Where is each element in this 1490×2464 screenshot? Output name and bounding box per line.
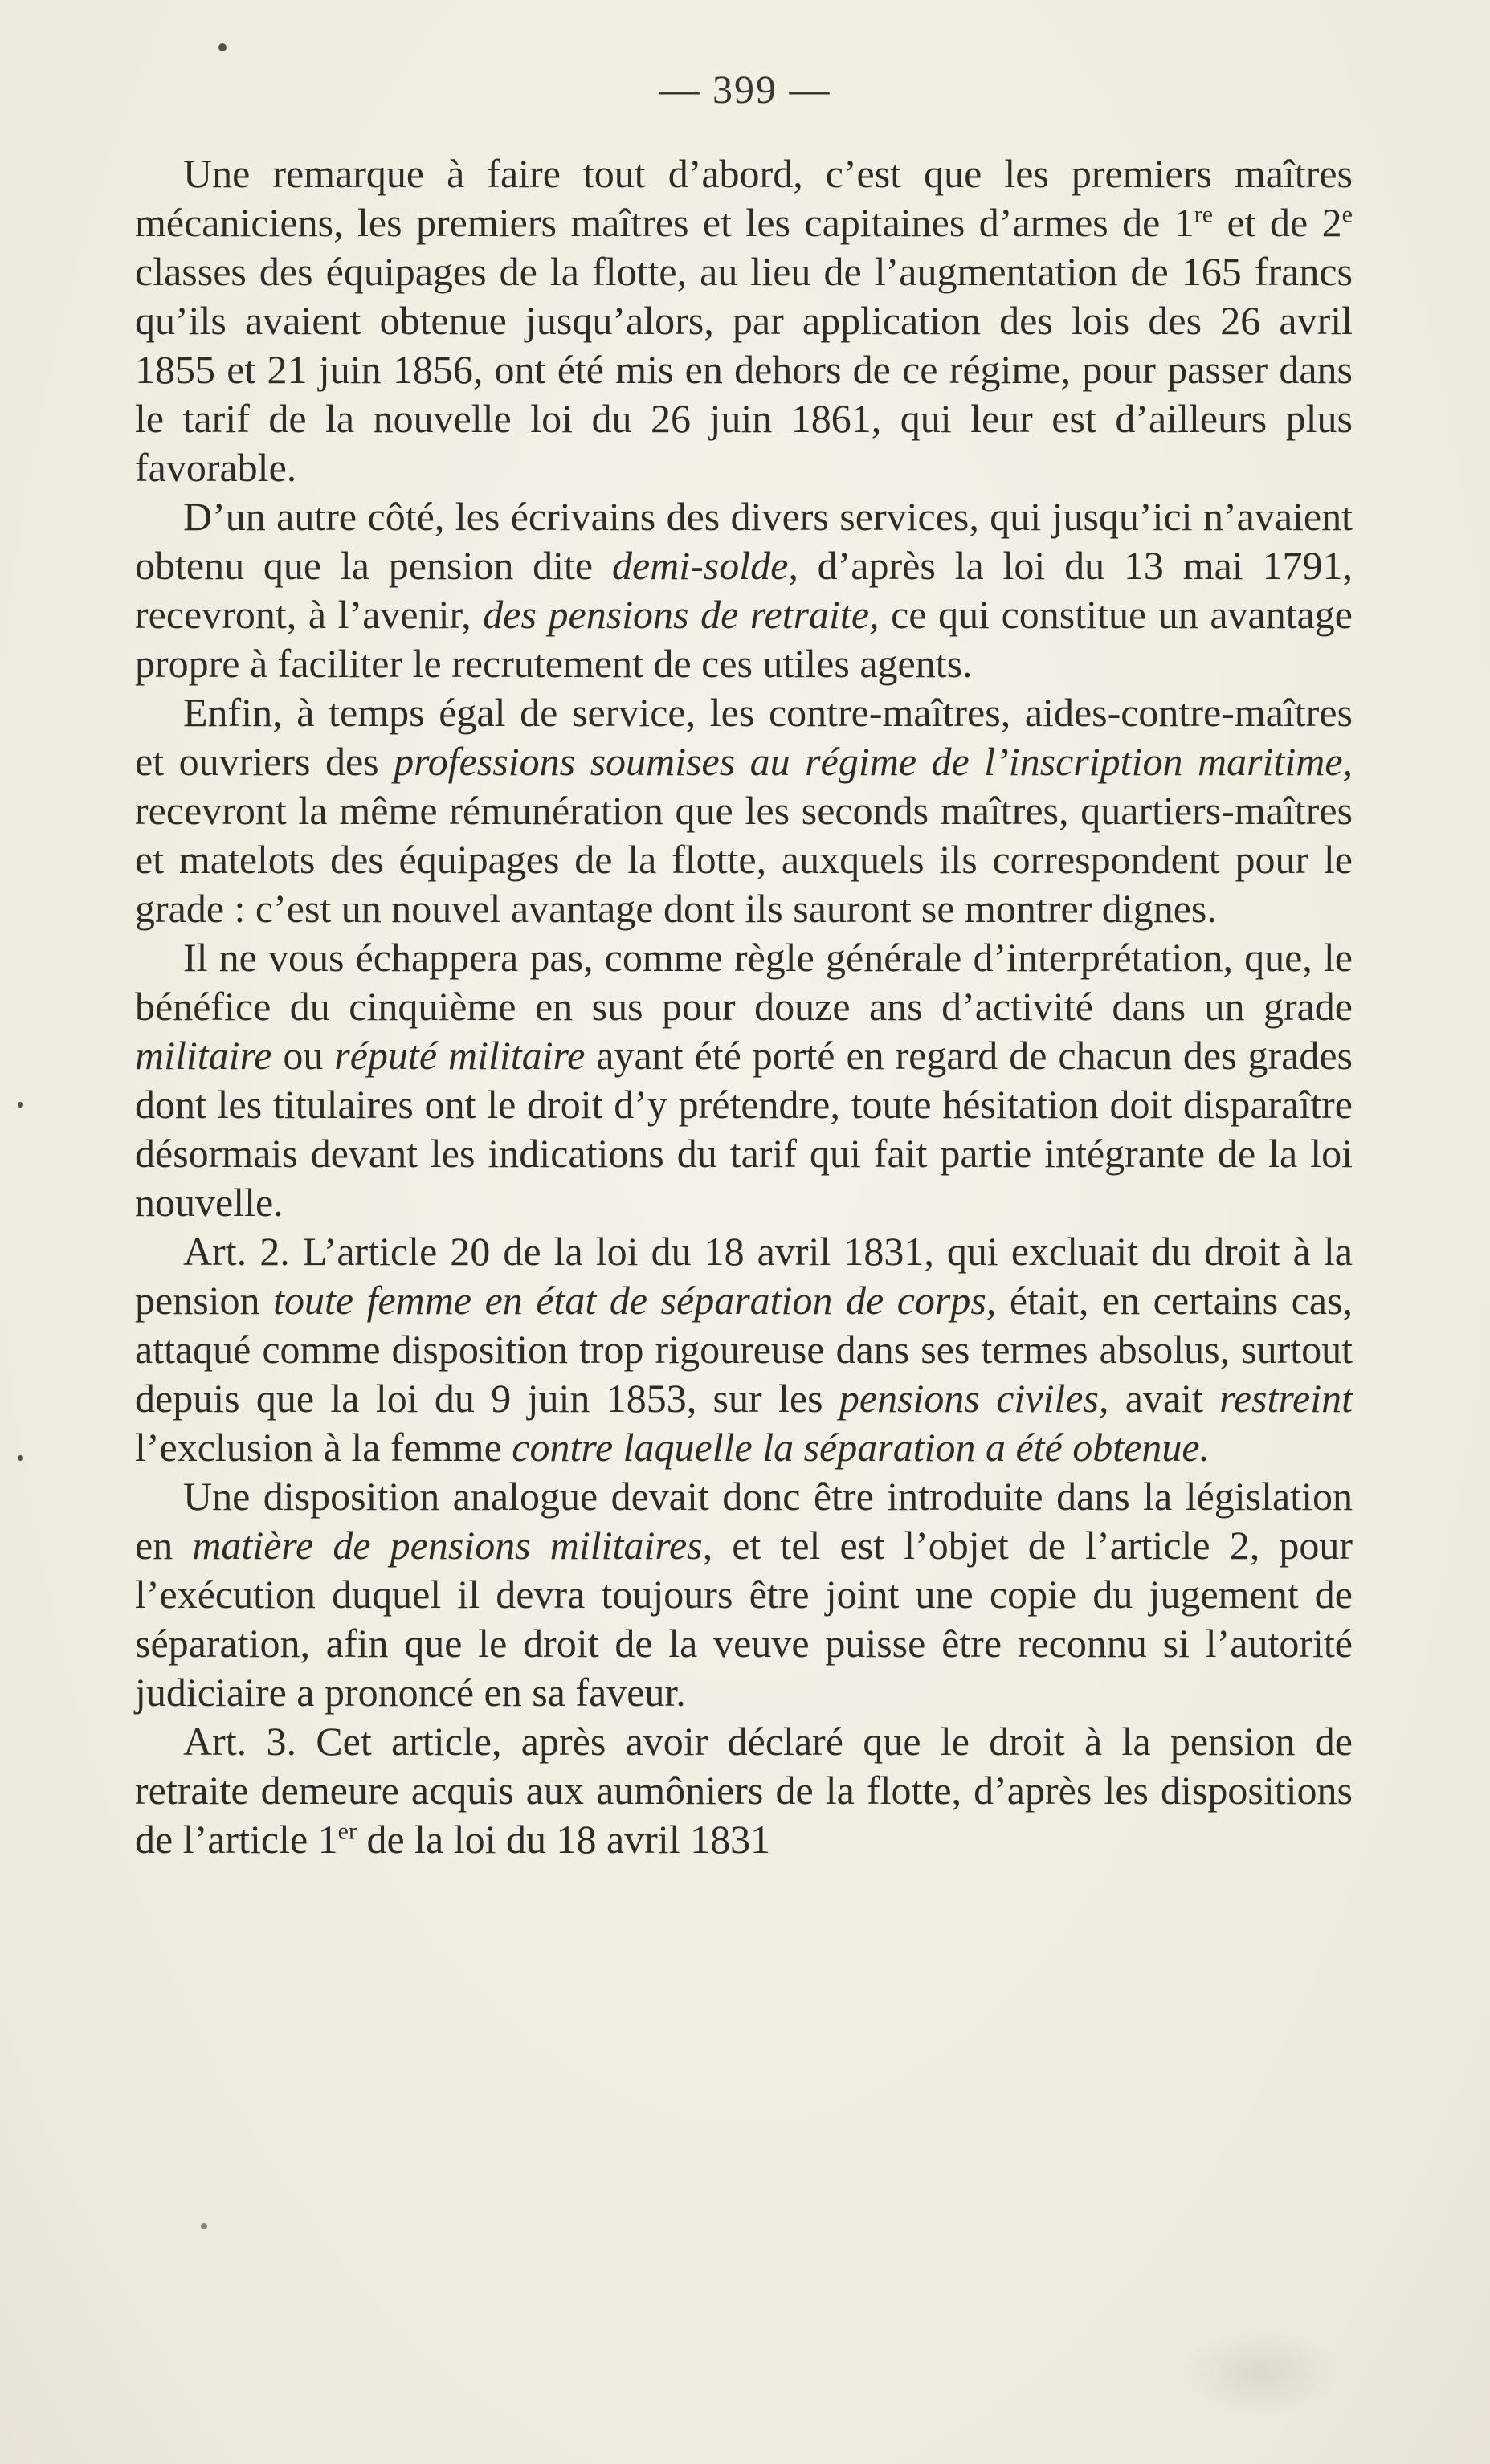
text-run: avait	[1108, 1376, 1220, 1421]
text-run: Une remarque à faire tout d’abord, c’est que les premiers maîtres mécaniciens, les premiers maîtres et les capitaines d’armes de 1	[135, 151, 1353, 245]
text-run: Art. 3. Cet article, après avoir déclaré que le droit à la pension de retraite demeure acquis aux aumôniers de la flotte, d’après les dispositions de l’article 1	[135, 1719, 1353, 1862]
ink-speck	[201, 2223, 207, 2229]
superscript: er	[337, 1817, 357, 1845]
paper-smudge	[1181, 2329, 1341, 2417]
paragraph	[135, 1717, 1353, 1864]
text-run: de la loi du 18 avril 1831	[356, 1817, 771, 1862]
italic-text: contre laquelle la séparation a été obtenue.	[512, 1425, 1210, 1470]
text-run: ayant été porté en regard de chacun des grades dont les titulaires ont le droit d’y prétendre, toute hésitation doit disparaître désormais devant les indications du tarif qui fait partie intégrante de la loi nouvelle.	[135, 1033, 1353, 1225]
text-run: Une disposition analogue devait donc être introduite dans la législation en	[135, 1474, 1353, 1568]
italic-text: restreint	[1219, 1376, 1353, 1421]
italic-text: militaire	[135, 1033, 272, 1078]
text-run: et de 2	[1213, 200, 1342, 245]
text-run: Enfin, à temps égal de service, les contre-maîtres, aides-contre-maîtres et ouvriers des	[135, 690, 1353, 784]
text-run: ou	[271, 1033, 335, 1078]
text-run: D’un autre côté, les écrivains des divers services, qui jusqu’ici n’avaient obtenu que la pension dite	[135, 494, 1353, 588]
paragraph	[135, 149, 1353, 492]
text-run: l’exclusion à la femme	[135, 1425, 512, 1470]
italic-text: toute femme en état de séparation de corps,	[273, 1278, 997, 1323]
text-run: Il ne vous échappera pas, comme règle générale d’interprétation, que, le bénéfice du cinquième en sus pour douze ans d’activité dans un grade	[135, 935, 1353, 1029]
body-text	[135, 149, 1353, 1864]
page-number: — 399 —	[659, 67, 831, 112]
italic-text: pensions civiles,	[839, 1376, 1109, 1421]
text-run: ce qui constitue un avantage propre à faciliter le recrutement de ces utiles agents.	[135, 592, 1353, 686]
paragraph	[135, 1227, 1353, 1472]
italic-text: professions soumises au régime de l’inscription maritime,	[394, 739, 1353, 784]
text-run: était, en certains cas, attaqué comme disposition trop rigoureuse dans ses termes absolus, surtout depuis que la loi du 9 juin 1853, sur les	[135, 1278, 1353, 1421]
ink-speck	[218, 43, 227, 51]
text-run: Art. 2. L’article 20 de la loi du 18 avril 1831, qui excluait du droit à la pension	[135, 1229, 1353, 1323]
text-run: recevront la même rémunération que les seconds maîtres, quartiers-maîtres et matelots des équipages de la flotte, auxquels ils correspondent pour le grade : c’est un nouvel avantage dont ils sauront se montrer dignes.	[135, 788, 1353, 931]
paragraph	[135, 933, 1353, 1227]
italic-text: réputé militaire	[334, 1033, 586, 1078]
italic-text: demi-solde,	[611, 543, 798, 588]
text-run: d’après la loi du 13 mai 1791, recevront, à l’avenir,	[135, 543, 1353, 637]
paragraph	[135, 1472, 1353, 1717]
italic-text: matière de pensions militaires,	[192, 1523, 713, 1568]
text-run: et tel est l’objet de l’article 2, pour l’exécution duquel il devra toujours être joint une copie du jugement de séparation, afin que le droit de la veuve puisse être reconnu si l’autorité judiciaire a prononcé en sa faveur.	[135, 1523, 1353, 1715]
italic-text: des pensions de retraite,	[483, 592, 880, 637]
paragraph	[135, 688, 1353, 933]
ink-speck	[18, 1102, 23, 1108]
superscript: e	[1341, 201, 1353, 228]
ink-speck	[18, 1455, 23, 1461]
superscript: re	[1194, 201, 1214, 228]
paragraph	[135, 492, 1353, 688]
text-run: classes des équipages de la flotte, au lieu de l’augmentation de 165 francs qu’ils avaient obtenue jusqu’alors, par application des lois des 26 avril 1855 et 21 juin 1856, ont été mis en dehors de ce régime, pour passer dans le tarif de la nouvelle loi du 26 juin 1861, qui leur est d’ailleurs plus favorable.	[135, 249, 1353, 490]
